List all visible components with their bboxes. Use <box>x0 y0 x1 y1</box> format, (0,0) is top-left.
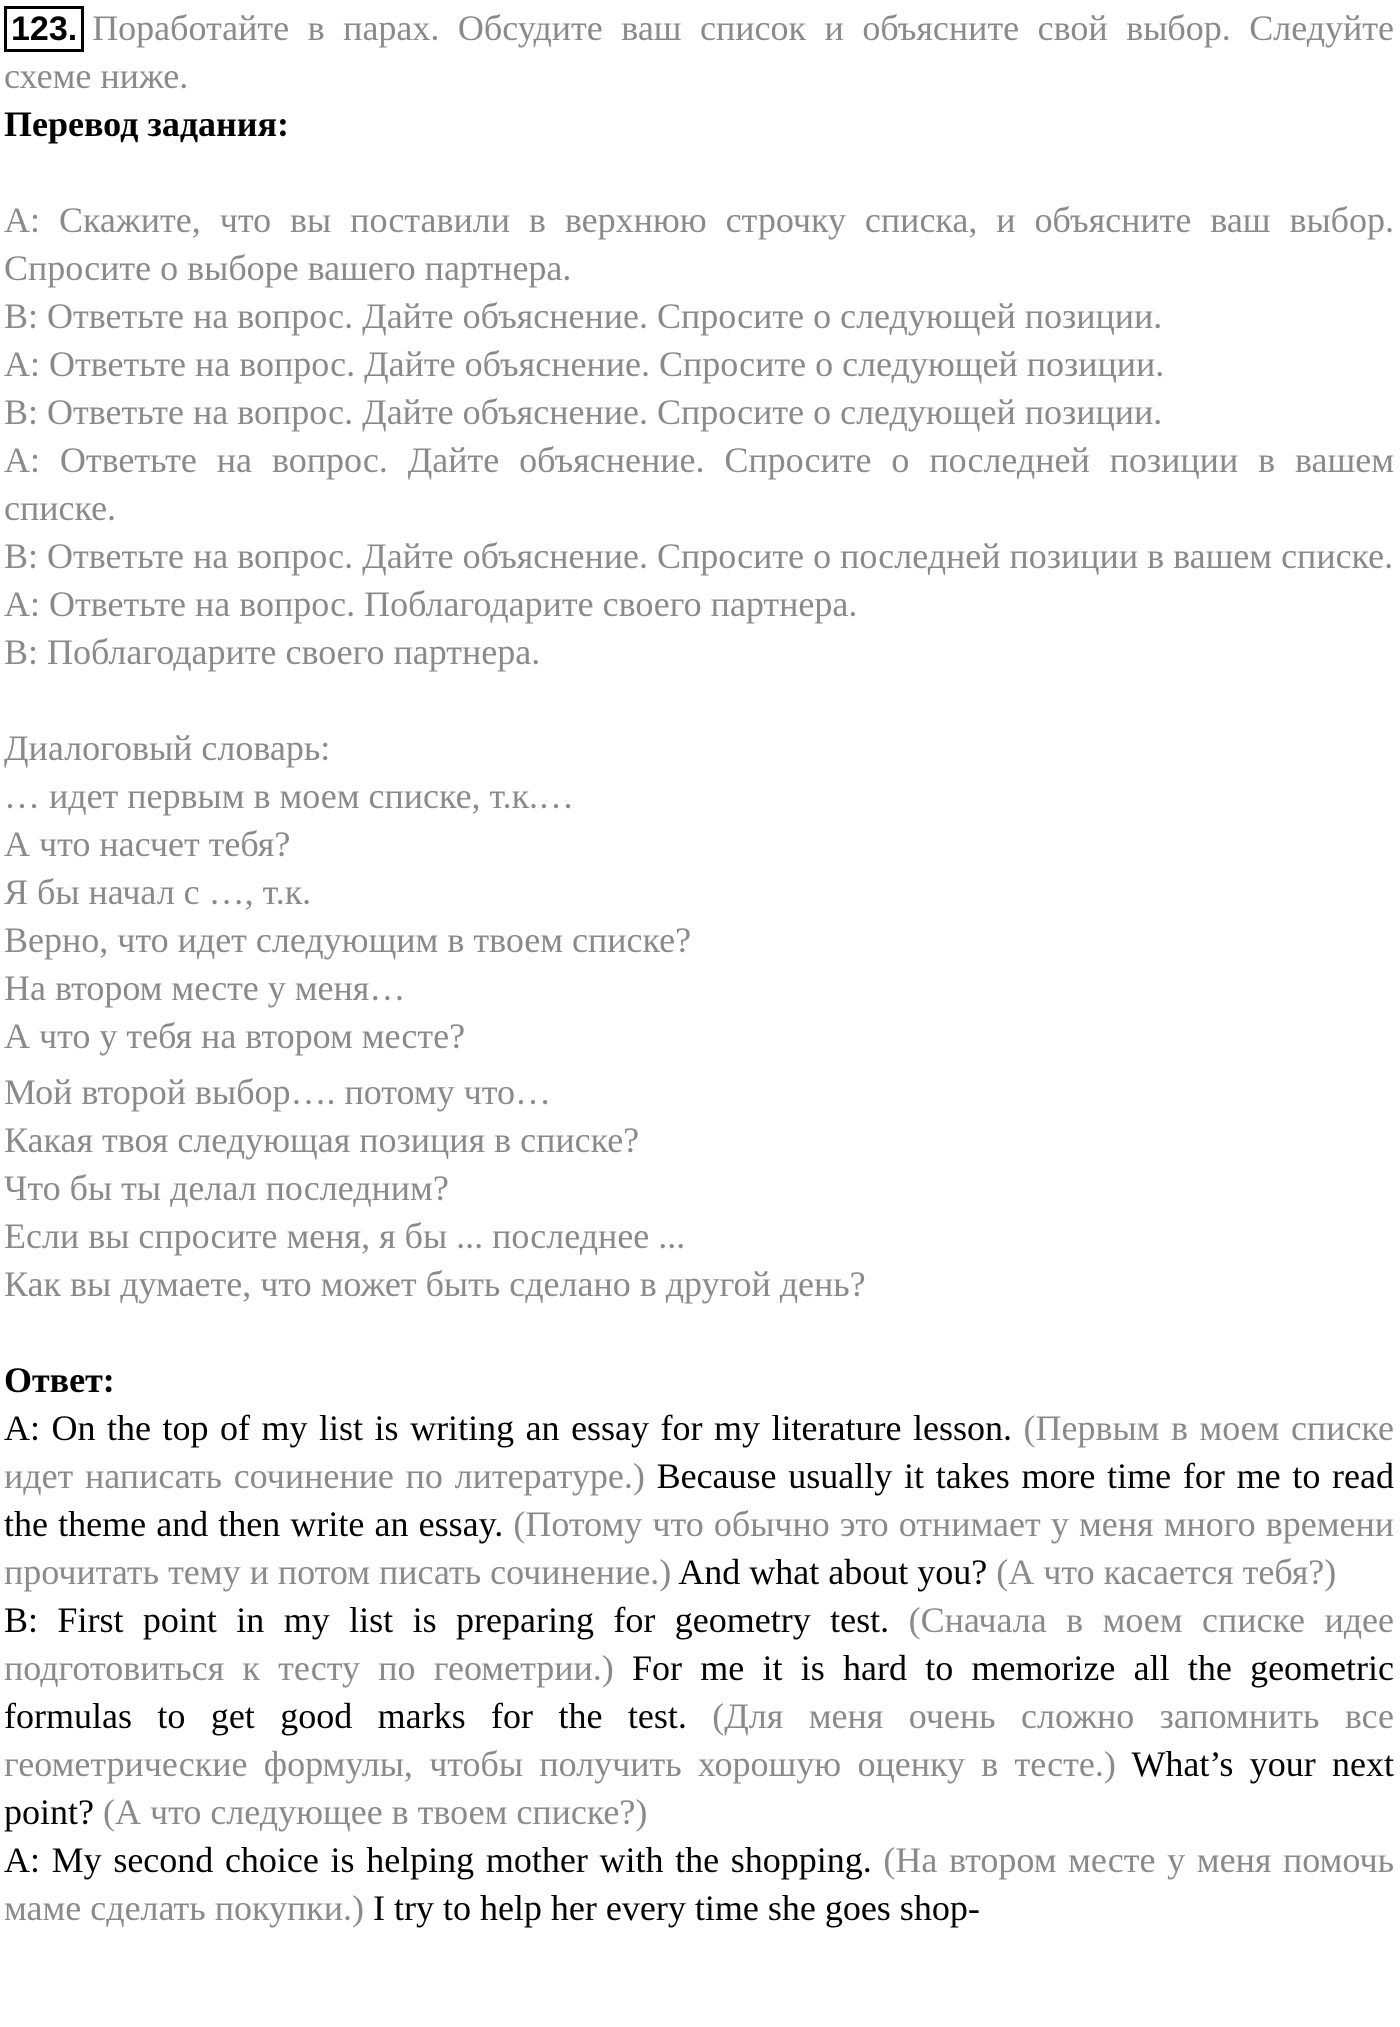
answer-translation: (Потому что обычно это отнимает у меня много времени прочитать тему и потом писать сочинение.) <box>4 1504 1395 1592</box>
scheme-line: B: Ответьте на вопрос. Дайте объяснение. Спросите о следующей позиции. <box>4 296 1163 336</box>
answer-heading: Ответ: <box>4 1360 115 1400</box>
answer-english: A: My second choice is helping mother with the shopping. <box>4 1840 872 1880</box>
scheme-line: B: Ответьте на вопрос. Дайте объяснение. Спросите о последней позиции в вашем списке. <box>4 536 1394 576</box>
scheme-line: B: Поблагодарите своего партнера. <box>4 632 541 672</box>
vocabulary-item: На втором месте у меня… <box>4 968 406 1008</box>
answer-paragraph <box>4 1836 1394 1932</box>
answer-translation: (Сначала в моем списке идее подготовиться к тесту по геометрии.) <box>4 1600 1394 1688</box>
scheme-line: A: Ответьте на вопрос. Поблагодарите своего партнера. <box>4 584 858 624</box>
vocabulary-item: … идет первым в моем списке, т.к.… <box>4 776 575 816</box>
vocabulary-item: Какая твоя следующая позиция в списке? <box>4 1120 640 1160</box>
task-instruction <box>4 4 1394 100</box>
vocabulary-item: Как вы думаете, что может быть сделано в другой день? <box>4 1264 866 1304</box>
vocabulary-item: А что у тебя на втором месте? <box>4 1016 466 1056</box>
answer-english: For me it is hard to memorize all the geometric formulas to get good marks for the test. <box>4 1648 1395 1736</box>
vocabulary-heading: Диалоговый словарь: <box>4 728 331 768</box>
scheme-line: A: Скажите, что вы поставили в верхнюю строчку списка, и объясните ваш выбор. Спросите о выборе вашего партнера. <box>4 200 1394 288</box>
task-number: 123. <box>4 6 84 52</box>
answer-english: A: On the top of my list is writing an essay for my literature lesson. <box>4 1408 1012 1448</box>
answer-english: What’s your next point? <box>4 1744 1394 1832</box>
scheme-line: A: Ответьте на вопрос. Дайте объяснение. Спросите о последней позиции в вашем списке. <box>4 440 1394 528</box>
answer-translation: (Для меня очень сложно запомнить все геометрические формулы, чтобы получить хорошую оценку в тесте.) <box>4 1696 1394 1784</box>
answer-english: Because usually it takes more time for me to read the theme and then write an essay. <box>4 1456 1395 1544</box>
scheme-line: A: Ответьте на вопрос. Дайте объяснение. Спросите о следующей позиции. <box>4 344 1165 384</box>
translation-heading: Перевод задания: <box>4 104 289 144</box>
answer-translation: (А что касается тебя?) <box>996 1552 1337 1592</box>
page <box>4 4 1394 1932</box>
answer-paragraph <box>4 1404 1394 1596</box>
answer-translation: (На втором месте у меня помочь маме сделать покупки.) <box>4 1840 1394 1928</box>
answer-translation: (А что следующее в твоем списке?) <box>102 1792 648 1832</box>
answer-translation: (Первым в моем списке идет написать сочинение по литературе.) <box>4 1408 1394 1496</box>
vocabulary-item: Я бы начал с …, т.к. <box>4 872 312 912</box>
answer-english: B: First point in my list is preparing for geometry test. <box>4 1600 890 1640</box>
vocabulary-item: Верно, что идет следующим в твоем списке? <box>4 920 692 960</box>
vocabulary-item: Если вы спросите меня, я бы ... последнее ... <box>4 1216 686 1256</box>
answer-english: I try to help her every time she goes shop- <box>372 1888 980 1928</box>
answer-english: And what about you? <box>678 1552 988 1592</box>
answer-paragraph <box>4 1596 1394 1836</box>
vocabulary-item: Мой второй выбор…. потому что… <box>4 1072 552 1112</box>
vocabulary-item: А что насчет тебя? <box>4 824 291 864</box>
vocabulary-item: Что бы ты делал последним? <box>4 1168 449 1208</box>
scheme-line: B: Ответьте на вопрос. Дайте объяснение. Спросите о следующей позиции. <box>4 392 1163 432</box>
task-text: Поработайте в парах. Обсудите ваш список и объясните свой выбор. Следуйте схеме ниже. <box>4 8 1394 96</box>
